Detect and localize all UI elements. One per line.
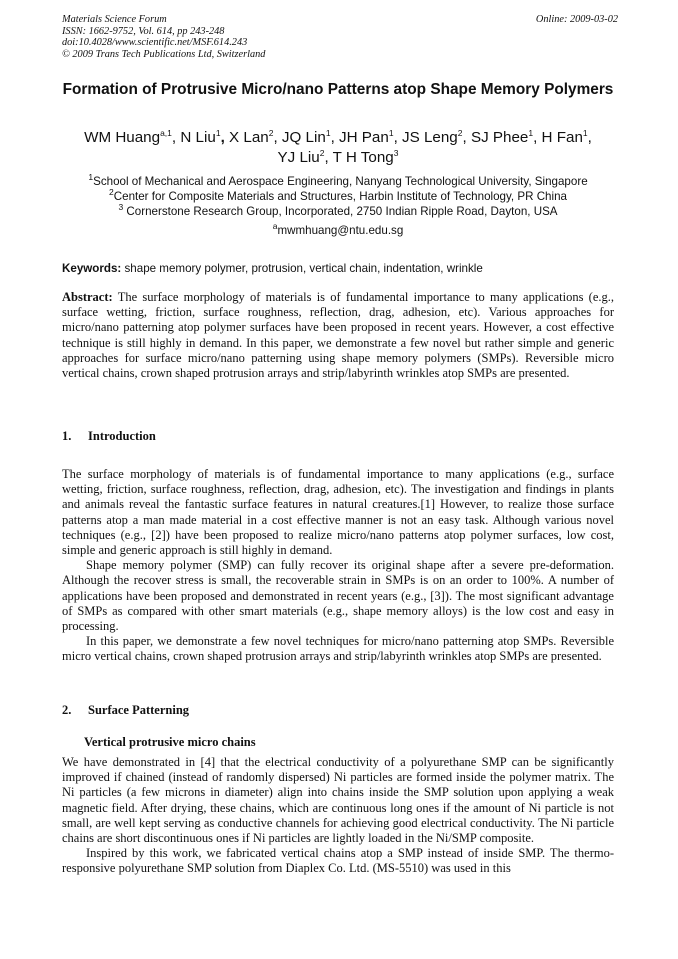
abstract — [62, 290, 614, 381]
surface-patterning-body — [62, 755, 614, 877]
journal-name: Materials Science Forum — [62, 14, 167, 25]
author: JS Leng$^2$ — [402, 127, 463, 146]
paragraph: Inspired by this work, we fabricated vertical chains atop a SMP instead of inside SMP. The thermo-responsive polyurethane SMP solution from Diaplex Co. Ltd. (MS-5510) was used in this — [62, 846, 614, 876]
section-heading-introduction: 1. Introduction — [62, 429, 156, 443]
author: WM Huang$^{a,1}$ — [84, 127, 172, 146]
keywords-label: Keywords: — [62, 262, 122, 275]
issn-line: ISSN: 1662-9752, Vol. 614, pp 243-248 — [62, 25, 225, 37]
author: X Lan$^2$ — [229, 127, 274, 146]
author: N Liu$^1$ — [180, 127, 221, 146]
doi-line: doi:10.4028/www.scientific.net/MSF.614.243 — [62, 37, 248, 48]
keywords — [62, 262, 618, 275]
paragraph: In this paper, we demonstrate a few novel techniques for micro/nano patterning atop SMPs. Reversible micro vertical chains, crown shaped protrusion arrays and strip/labyrinth wrinkles atop SMPs are presented. — [62, 634, 614, 664]
copyright-line: © 2009 Trans Tech Publications Ltd, Switzerland — [62, 48, 266, 60]
affiliation-1: $^1$School of Mechanical and Aerospace Engineering, Nanyang Technological University, Singapore — [88, 172, 588, 188]
keywords-text: shape memory polymer, protrusion, vertical chain, indentation, wrinkle — [121, 262, 483, 275]
author: JH Pan$^1$ — [339, 127, 394, 146]
author-list: WM Huang$^{a,1}$, N Liu$^1$, X Lan$^2$, JQ Lin$^1$, JH Pan$^1$, JS Leng$^2$, SJ Phee$^1$, H Fan$^1$, YJ Liu$^2$, T H Tong$^3$ — [84, 127, 592, 166]
author: T H Tong$^3$ — [332, 147, 399, 166]
paper-title: Formation of Protrusive Micro/nano Patterns atop Shape Memory Polymers — [62, 81, 614, 98]
author: H Fan$^1$ — [541, 127, 588, 146]
corresponding-email: $^a$mwmhuang@ntu.edu.sg — [272, 221, 404, 237]
affiliation-2: $^2$Center for Composite Materials and Structures, Harbin Institute of Technology, PR China — [109, 187, 567, 203]
introduction-body — [62, 467, 614, 665]
paragraph: Shape memory polymer (SMP) can fully recover its original shape after a severe pre-deformation. Although the recover stress is small, the recoverable strain in SMPs is on an order to 100%. A number of applications have been proposed and demonstrated in recent years (e.g., [3]). The most significant advantage of SMPs as compared with other smart materials (e.g., shape memory alloys) is the low cost and easy in processing. — [62, 558, 614, 634]
author: JQ Lin$^1$ — [281, 127, 331, 146]
abstract-label: Abstract: — [62, 290, 113, 304]
online-date: Online: 2009-03-02 — [535, 14, 618, 25]
paragraph: We have demonstrated in [4] that the electrical conductivity of a polyurethane SMP can be significantly improved if chained (instead of randomly dispersed) Ni particles are formed inside the polymer matrix. The Ni particles (a few microns in diameter) align into chains inside the SMP solution upon applying a weak magnetic field. After drying, these chains, which are continuous long ones if the amount of Ni particle is not small, are well kept serving as conductive channels for achieving good electrical conductivity. The Ni particle chains are short discontinuous ones if Ni particles are lightly loaded in the Ni/SMP composite. — [62, 755, 614, 846]
affiliation-3: $^3$ Cornerstone Research Group, Incorporated, 2750 Indian Ripple Road, Dayton, USA — [118, 202, 558, 218]
author: SJ Phee$^1$ — [470, 127, 534, 146]
subsection-heading: Vertical protrusive micro chains — [84, 735, 256, 749]
affiliations — [62, 174, 614, 219]
section-heading-surface-patterning: 2. Surface Patterning — [62, 703, 190, 717]
abstract-text: The surface morphology of materials is of fundamental importance to many applications (e.g., surface wetting, friction, surface roughness, reflection, drag, adhesion, etc). Various approaches for micro/nano patterning atop polymer surfaces have been proposed in recent years. However, a cost effective technique is still highly in demand. In this paper, we demonstrate a few novel but rather simple and generic approaches for surface micro/nano patterning using shape memory polymers (SMPs). Reversible micro vertical chains, crown shaped protrusion arrays and strip/labyrinth wrinkles atop SMPs are presented. — [62, 290, 614, 381]
paragraph: The surface morphology of materials is of fundamental importance to many applications (e.g., surface wetting, friction, surface roughness, reflection, drag, adhesion, etc). The investigation and findings in plants and animals reveal the fantastic surface features in natural creatures.[1] However, to realize those surface patterns atop a man made material in a cost effective manner is not an easy task. Although various novel techniques (e.g., [2]) have been proposed to realize micro/nano patterns atop polymer surfaces, low cost, simple and generic approach is still highly in demand. — [62, 467, 614, 558]
author: YJ Liu$^2$ — [277, 147, 325, 166]
journal-header — [62, 14, 618, 60]
